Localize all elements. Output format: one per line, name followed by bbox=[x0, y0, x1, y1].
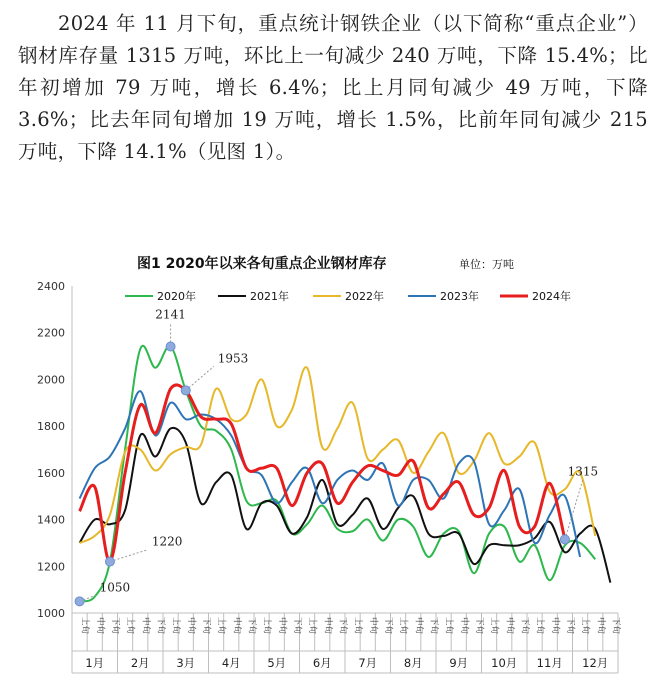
x-tick-label: 下旬 bbox=[155, 617, 166, 635]
x-tick-label: 上旬 bbox=[489, 617, 500, 635]
x-tick-label: 中旬 bbox=[322, 617, 333, 635]
legend-label: 2021年 bbox=[250, 290, 289, 303]
annotation-marker bbox=[560, 535, 569, 544]
annotation-label: 1050 bbox=[99, 580, 131, 595]
x-tick-label: 中旬 bbox=[185, 617, 196, 635]
x-tick-label: 上旬 bbox=[79, 617, 90, 635]
x-tick-label: 上旬 bbox=[125, 617, 136, 635]
month-label: 3月 bbox=[176, 656, 196, 670]
annotation-leader bbox=[186, 366, 214, 390]
x-tick-label: 上旬 bbox=[398, 617, 409, 635]
x-tick-label: 上旬 bbox=[216, 617, 227, 635]
chart-legend bbox=[125, 289, 571, 303]
month-label: 4月 bbox=[221, 656, 241, 670]
y-tick-label: 1200 bbox=[37, 560, 65, 574]
legend-label: 2022年 bbox=[345, 290, 384, 303]
x-tick-label: 上旬 bbox=[580, 617, 591, 635]
inventory-chart bbox=[0, 240, 664, 685]
x-tick-label: 上旬 bbox=[261, 617, 272, 635]
y-tick-label: 1600 bbox=[37, 466, 65, 480]
month-label: 7月 bbox=[358, 656, 378, 670]
annotation-label: 1953 bbox=[217, 351, 249, 366]
month-label: 5月 bbox=[267, 656, 287, 670]
body-paragraph: 2024 年 11 月下旬，重点统计钢铁企业（以下简称“重点企业”）钢材库存量 1315 万吨，环比上一旬减少 240 万吨，下降 15.4%；比年初增加 79 万吨，增长 6.4%；比上月同旬减少 49 万吨，下降 3.6%；比去年同旬增加 19 万吨，增长 1.5%，比前年同旬减少 215 万吨，下降 14.1%（见图 1）。 bbox=[18, 12, 648, 163]
annotation-label: 2141 bbox=[155, 307, 186, 322]
annotation-marker bbox=[166, 342, 175, 351]
x-tick-label: 上旬 bbox=[170, 617, 181, 635]
x-tick-label: 中旬 bbox=[276, 617, 287, 635]
month-label: 8月 bbox=[403, 656, 423, 670]
x-tick-label: 上旬 bbox=[443, 617, 454, 635]
legend-label: 2024年 bbox=[532, 290, 571, 303]
month-label: 12月 bbox=[582, 656, 609, 670]
x-tick-label: 中旬 bbox=[549, 617, 560, 635]
chart-unit-label: 单位：万吨 bbox=[459, 258, 514, 271]
y-tick-label: 2000 bbox=[37, 373, 65, 387]
chart-axes bbox=[37, 280, 72, 620]
annotation-label: 1315 bbox=[567, 464, 599, 479]
month-label: 9月 bbox=[449, 656, 469, 670]
legend-label: 2023年 bbox=[440, 290, 479, 303]
x-tick-label: 下旬 bbox=[564, 617, 575, 635]
month-label: 2月 bbox=[130, 656, 150, 670]
chart-title: 图1 2020年以来各旬重点企业钢材库存 bbox=[137, 256, 387, 272]
series-line-2020年 bbox=[80, 346, 596, 602]
annotation-marker bbox=[75, 597, 84, 606]
series-line-2021年 bbox=[80, 428, 611, 583]
x-tick-label: 上旬 bbox=[534, 617, 545, 635]
month-label: 11月 bbox=[536, 656, 563, 670]
chart-series-lines bbox=[80, 346, 611, 602]
y-tick-label: 1000 bbox=[37, 607, 65, 620]
month-label: 6月 bbox=[312, 656, 332, 670]
x-tick-label: 下旬 bbox=[109, 617, 120, 635]
x-tick-label: 下旬 bbox=[519, 617, 530, 635]
x-tick-label: 中旬 bbox=[94, 617, 105, 635]
month-label: 10月 bbox=[491, 656, 518, 670]
y-tick-label: 1400 bbox=[37, 513, 65, 527]
x-tick-label: 上旬 bbox=[307, 617, 318, 635]
x-tick-label: 中旬 bbox=[231, 617, 242, 635]
annotation-label: 1220 bbox=[151, 534, 183, 549]
annotation-leader bbox=[110, 550, 148, 562]
x-tick-label: 下旬 bbox=[337, 617, 348, 635]
x-tick-label: 中旬 bbox=[413, 617, 424, 635]
x-tick-label: 下旬 bbox=[428, 617, 439, 635]
x-tick-label: 下旬 bbox=[473, 617, 484, 635]
y-tick-label: 2200 bbox=[37, 326, 65, 340]
x-tick-label: 中旬 bbox=[140, 617, 151, 635]
x-tick-label: 下旬 bbox=[200, 617, 211, 635]
month-label: 1月 bbox=[85, 656, 105, 670]
y-tick-label: 2400 bbox=[37, 280, 65, 293]
x-tick-label: 中旬 bbox=[367, 617, 378, 635]
x-tick-label: 中旬 bbox=[504, 617, 515, 635]
annotation-marker bbox=[105, 557, 114, 566]
x-tick-label: 中旬 bbox=[595, 617, 606, 635]
x-tick-label: 下旬 bbox=[610, 617, 621, 635]
x-tick-label: 中旬 bbox=[458, 617, 469, 635]
x-tick-label: 下旬 bbox=[382, 617, 393, 635]
annotation-marker bbox=[181, 386, 190, 395]
x-tick-label: 下旬 bbox=[246, 617, 257, 635]
x-tick-label: 下旬 bbox=[291, 617, 302, 635]
x-tick-label: 上旬 bbox=[352, 617, 363, 635]
legend-label: 2020年 bbox=[157, 290, 196, 303]
y-tick-label: 1800 bbox=[37, 420, 65, 434]
chart-x-axis bbox=[72, 613, 621, 673]
